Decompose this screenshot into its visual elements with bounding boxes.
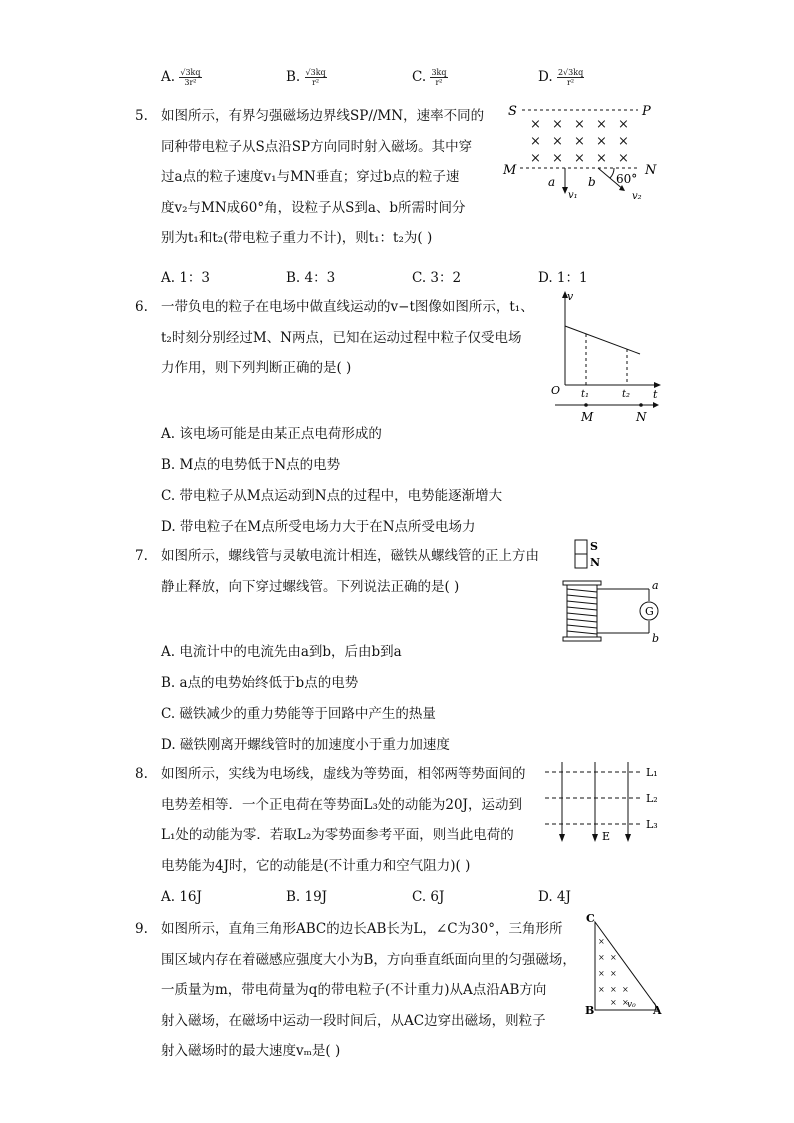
q5-number: 5. xyxy=(135,108,148,124)
q5-figure xyxy=(500,98,670,203)
fraction: $\frac{2√3kq}{\text{r²}}$ xyxy=(557,68,584,87)
svg-text:×: × xyxy=(622,998,629,1007)
label-m: M xyxy=(581,410,594,424)
solenoid-bottom xyxy=(563,637,601,641)
svg-text:×: × xyxy=(552,117,563,132)
label-l1: L₁ xyxy=(646,766,658,779)
option-letter: A. xyxy=(161,69,176,85)
q8-option-a: A. 16J xyxy=(161,889,202,905)
q8-option-b: B. 19J xyxy=(286,889,328,905)
label-b: b xyxy=(652,632,660,645)
label-v1: v₁ xyxy=(568,190,578,201)
label-g: G xyxy=(645,605,654,618)
q7-number: 7. xyxy=(135,548,148,564)
q7-option-a: A. 电流计中的电流先由a到b，后由b到a xyxy=(161,644,402,660)
svg-text:×: × xyxy=(610,953,617,962)
label-angle: 60° xyxy=(616,172,638,186)
svg-text:×: × xyxy=(598,985,605,994)
q9-stem: 如图所示，直角三角形ABC的边长AB长为L，∠C为30°，三角形所 围区域内存在着磁感应强度大小为B，方向垂直纸面向里的匀强磁场， 一质量为m，带电荷量为q的带电粒子(不计重力)从A点沿AB方向 射入磁场，在磁场中运动一段时间后，从AC边穿出磁场，则粒子 射入磁场时的最大速度vₘ是( ) xyxy=(161,921,576,1059)
label-l2: L₂ xyxy=(646,792,658,805)
label-t1: t₁ xyxy=(581,389,590,400)
solenoid-coil xyxy=(567,589,597,634)
q7-option-b: B. a点的电势始终低于b点的电势 xyxy=(161,675,359,691)
label-a: a xyxy=(652,579,659,592)
label-v2: v₂ xyxy=(632,191,642,202)
q6-vt-graph xyxy=(545,288,670,428)
svg-text:×: × xyxy=(552,151,563,166)
q6-option-b: B. M点的电势低于N点的电势 xyxy=(161,457,341,473)
svg-text:×: × xyxy=(530,134,541,149)
label-s: S xyxy=(508,104,517,119)
label-v: v xyxy=(567,290,574,303)
option-letter: D. xyxy=(538,69,553,85)
q7-option-c: C. 磁铁减少的重力势能等于回路中产生的热量 xyxy=(161,706,436,722)
fraction: $\frac{√3kq}{\text{r²}}$ xyxy=(305,68,326,87)
svg-text:×: × xyxy=(530,117,541,132)
label-v0: v₀ xyxy=(627,1000,636,1010)
q7-stem: 如图所示，螺线管与灵敏电流计相连，磁铁从螺线管的正上方由 静止释放，向下穿过螺线管。下列说法正确的是( ) xyxy=(161,548,539,595)
label-a: a xyxy=(548,175,556,189)
q5-option-b: B. 4：3 xyxy=(286,270,336,286)
solenoid-top xyxy=(563,581,601,585)
field-lines xyxy=(562,762,628,838)
angle-arc xyxy=(610,168,614,178)
svg-text:×: × xyxy=(598,937,605,946)
vt-line xyxy=(565,326,640,354)
triangle-abc xyxy=(595,922,659,1010)
q5-stem: 如图所示，有界匀强磁场边界线SP//MN，速率不同的 同种带电粒子从S点沿SP方向同时射入磁场。其中穿 过a点的粒子速度v₁与MN垂直；穿过b点的粒子速 度v₂与MN成60°角，设粒子从S到a、b所需时间分 别为t₁和t₂(带电粒子重力不计)，则t₁：t₂为( ) xyxy=(161,108,485,246)
svg-text:×: × xyxy=(610,969,617,978)
option-letter: B. xyxy=(286,69,301,85)
label-a: A xyxy=(653,1004,662,1017)
svg-text:×: × xyxy=(552,134,563,149)
label-l3: L₃ xyxy=(646,818,658,831)
label-n: N xyxy=(645,163,657,178)
label-p: P xyxy=(642,104,651,119)
q6-option-c: C. 带电粒子从M点运动到N点的过程中，电势能逐渐增大 xyxy=(161,488,503,504)
q4-option-b xyxy=(286,68,327,87)
svg-text:×: × xyxy=(610,985,617,994)
label-origin: O xyxy=(551,384,561,397)
label-n: N xyxy=(590,556,601,569)
label-b: b xyxy=(588,175,596,189)
q7-figure xyxy=(555,537,670,647)
svg-text:×: × xyxy=(598,953,605,962)
svg-text:×: × xyxy=(610,998,617,1007)
q6-option-a: A. 该电场可能是由某正点电荷形成的 xyxy=(161,426,382,442)
label-t: t xyxy=(653,388,658,401)
label-e: E xyxy=(602,830,611,843)
svg-text:×: × xyxy=(530,151,541,166)
q6-stem: 一带负电的粒子在电场中做直线运动的v−t图像如图所示，t₁、 t₂时刻分别经过M、N两点，已知在运动过程中粒子仅受电场 力作用，则下列判断正确的是( ) xyxy=(161,299,534,376)
svg-text:×: × xyxy=(574,151,585,166)
svg-text:×: × xyxy=(618,151,629,166)
magnetic-field-crosses xyxy=(530,117,629,166)
q8-option-c: C. 6J xyxy=(412,889,445,905)
q5-option-a: A. 1：3 xyxy=(161,270,211,286)
svg-text:×: × xyxy=(618,117,629,132)
q8-stem: 如图所示，实线为电场线，虚线为等势面，相邻两等势面间的 电势差相等．一个正电荷在等势面L₃处的动能为20J，运动到 L₁处的动能为零．若取L₂为零势面参考平面，则当此电荷的 电势能为4J时，它的动能是(不计重力和空气阻力)( ) xyxy=(161,766,526,874)
label-c: C xyxy=(586,912,595,925)
label-m: M xyxy=(503,163,517,178)
svg-text:×: × xyxy=(622,985,629,994)
q8-figure xyxy=(540,760,665,850)
svg-text:×: × xyxy=(596,151,607,166)
q8-option-d: D. 4J xyxy=(538,889,571,905)
q5-option-c: C. 3：2 xyxy=(412,270,462,286)
label-n: N xyxy=(636,410,647,424)
q8-number: 8. xyxy=(135,766,148,782)
q4-option-a xyxy=(161,68,202,87)
q9-figure xyxy=(583,910,668,1020)
q6-option-d: D. 带电粒子在M点所受电场力大于在N点所受电场力 xyxy=(161,519,476,535)
svg-text:×: × xyxy=(598,969,605,978)
svg-text:×: × xyxy=(574,117,585,132)
q4-option-c xyxy=(412,68,448,87)
svg-text:×: × xyxy=(596,134,607,149)
svg-text:×: × xyxy=(596,117,607,132)
q4-option-d xyxy=(538,68,584,87)
label-t2: t₂ xyxy=(622,389,631,400)
q9-number: 9. xyxy=(135,921,148,937)
fraction: $\frac{√3kq}{\text{3r²}}$ xyxy=(180,68,201,87)
q5-option-d: D. 1：1 xyxy=(538,270,588,286)
label-s: S xyxy=(590,540,598,553)
q7-option-d: D. 磁铁刚离开螺线管时的加速度小于重力加速度 xyxy=(161,737,450,753)
svg-text:×: × xyxy=(574,134,585,149)
svg-text:×: × xyxy=(618,134,629,149)
fraction: $\frac{3kq}{\text{r²}}$ xyxy=(431,68,447,87)
option-letter: C. xyxy=(412,69,427,85)
label-b: B xyxy=(585,1004,595,1017)
q6-number: 6. xyxy=(135,299,148,315)
